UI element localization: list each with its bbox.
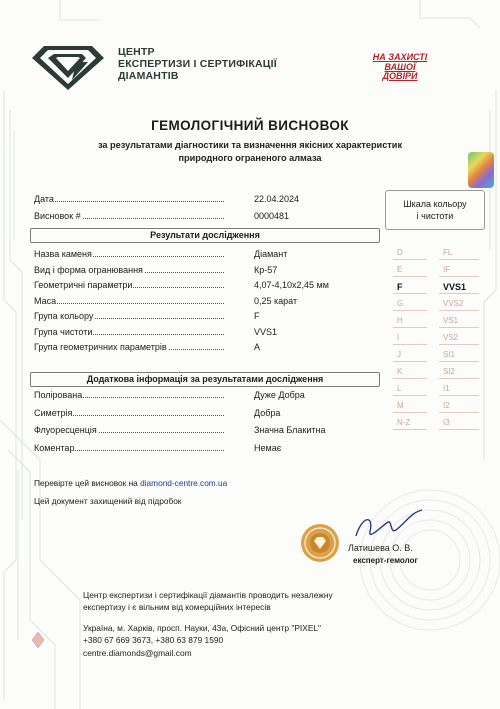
scale-divider [439, 395, 479, 396]
row-label: Маса [34, 295, 57, 306]
scale-color-grade: M [397, 401, 404, 410]
result-row [34, 407, 374, 419]
footer-line1: Центр експертизи і сертифікації діамантів проводить незалежну [83, 590, 333, 600]
scale-divider [439, 361, 479, 362]
document-subtitle [40, 139, 460, 164]
center-name-line3: ДІАМАНТІВ [118, 70, 179, 82]
scale-color-grade: J [397, 350, 401, 359]
row-label: Група чистоти [34, 326, 93, 337]
row-value: Кр-57 [254, 264, 278, 275]
row-value: А [254, 342, 261, 352]
scale-divider [393, 259, 427, 260]
scale-divider [393, 361, 427, 362]
result-row [34, 326, 374, 338]
result-row [34, 248, 374, 260]
row-label: Група геометричних параметрів [34, 342, 167, 352]
row-value: Дуже Добра [254, 390, 305, 400]
scale-divider [439, 378, 479, 379]
row-label: Вид і форма огранювання [34, 264, 143, 275]
scale-divider [439, 310, 479, 311]
row-value: Добра [254, 407, 281, 418]
verify-link[interactable]: diamond-centre.com.ua [140, 478, 228, 488]
scale-color-grade: I [397, 333, 400, 342]
scale-title-line1: Шкала кольору [403, 199, 467, 209]
scale-clarity-grade: VS2 [443, 333, 459, 342]
dotted-leader [36, 303, 224, 304]
scale-divider [393, 412, 427, 413]
scale-clarity-grade: VS1 [443, 316, 459, 325]
diamond-logo-icon [30, 44, 114, 92]
scale-divider [439, 412, 479, 413]
result-row [34, 295, 374, 307]
number-row [34, 210, 374, 222]
scale-color-grade: N-Z [397, 418, 411, 427]
scale-color-grade: G [397, 299, 404, 308]
scale-divider [393, 327, 427, 328]
scale-clarity-grade: FL [443, 248, 453, 257]
scale-clarity-grade: SI1 [443, 350, 456, 359]
number-label: Висновок # [34, 211, 81, 221]
result-row [34, 279, 374, 291]
scale-color-grade: K [397, 367, 403, 376]
center-name-line1: ЦЕНТР [118, 46, 155, 58]
verify-text: Перевірте цей висновок на [34, 478, 141, 488]
date-value: 22.04.2024 [254, 194, 300, 204]
result-row [34, 341, 374, 353]
row-value: VVS1 [254, 326, 278, 337]
scale-divider [439, 327, 479, 328]
verify-note [34, 478, 227, 489]
scale-color-grade: H [397, 316, 403, 325]
scale-divider [439, 276, 479, 277]
scale-divider [439, 429, 479, 430]
date-row [34, 193, 374, 205]
section-additional-title: Додаткова інформація за результатами дослідження [30, 372, 380, 387]
scale-clarity-grade: I2 [443, 401, 450, 410]
result-row [34, 389, 374, 401]
scale-clarity-grade: VVS2 [443, 299, 464, 308]
result-row [34, 442, 374, 454]
row-label: Симетрія [34, 407, 73, 418]
hologram-sticker [468, 152, 494, 188]
slogan-line1: НА ЗАХИСТІ [372, 52, 428, 62]
document-title: ГЕМОЛОГІЧНИЙ ВИСНОВОК [151, 118, 349, 133]
row-label: Назва каменя [34, 249, 92, 259]
row-value: Немає [254, 442, 282, 453]
scale-clarity-grade: VVS1 [443, 282, 467, 292]
signature-icon [352, 506, 432, 546]
footer-address: Україна, м. Харків, просп. Науки, 43а, Офісний центр "PIXEL" [83, 623, 322, 633]
signer-role: експерт-гемолог [353, 556, 418, 565]
result-row [34, 264, 374, 276]
row-value: Значна Блакитна [254, 425, 326, 435]
row-value: F [254, 311, 260, 321]
scale-clarity-grade: I3 [443, 418, 450, 427]
date-label: Дата [34, 194, 54, 204]
row-label: Геометричні параметри [34, 280, 133, 290]
section-results-title: Результати дослідження [30, 228, 380, 243]
color-clarity-scale [385, 190, 485, 445]
row-value: 4,07-4,10х2,45 мм [254, 280, 329, 290]
scale-clarity-grade: SI2 [443, 367, 456, 376]
scale-divider [439, 344, 479, 345]
footer-phones: +380 67 669 3673, +380 63 879 1590 [83, 635, 224, 645]
center-name [118, 46, 277, 82]
result-row [34, 310, 374, 322]
number-value: 0000481 [254, 211, 290, 221]
protected-note: Цей документ захищений від підробок [34, 496, 182, 506]
row-label: Група кольору [34, 311, 94, 321]
row-label: Полірована [34, 390, 83, 400]
signer-name: Латишева О. В. [348, 543, 413, 553]
footer-email[interactable]: centre.diamonds@gmail.com [83, 648, 192, 658]
result-row [34, 424, 374, 436]
scale-divider [393, 344, 427, 345]
scale-title-line2: і чистоти [416, 211, 454, 221]
gold-seal-icon [300, 523, 340, 563]
slogan-line2: ВАШОЇ [384, 61, 416, 72]
scale-divider [393, 293, 427, 294]
footer-line2: експертизу і є вільним від комерційних інтересів [83, 602, 271, 612]
scale-divider [393, 429, 427, 430]
scale-divider [393, 395, 427, 396]
scale-divider [439, 293, 479, 294]
scale-divider [393, 276, 427, 277]
scale-color-grade: F [397, 282, 403, 292]
row-label: Флуоресценція [34, 425, 97, 435]
scale-color-grade: E [397, 265, 403, 274]
subtitle-line1: за результатами діагностики та визначення якісних характеристик [97, 140, 403, 150]
scale-color-grade: D [397, 248, 403, 257]
scale-color-grade: L [397, 384, 402, 393]
slogan-line3: ДОВІРИ [382, 71, 418, 81]
scale-title [385, 198, 485, 222]
scale-divider [439, 259, 479, 260]
scale-clarity-grade: I1 [443, 384, 450, 393]
row-label: Коментар [34, 442, 75, 453]
scale-divider [393, 378, 427, 379]
center-name-line2: ЕКСПЕРТИЗИ І СЕРТИФІКАЦІЇ [118, 58, 277, 70]
slogan-stamp [356, 53, 444, 83]
scale-clarity-grade: IF [443, 265, 451, 274]
row-value: Діамант [254, 249, 288, 259]
scale-divider [393, 310, 427, 311]
subtitle-line2: природного ограненого алмаза [178, 152, 322, 163]
row-value: 0,25 карат [254, 295, 298, 306]
